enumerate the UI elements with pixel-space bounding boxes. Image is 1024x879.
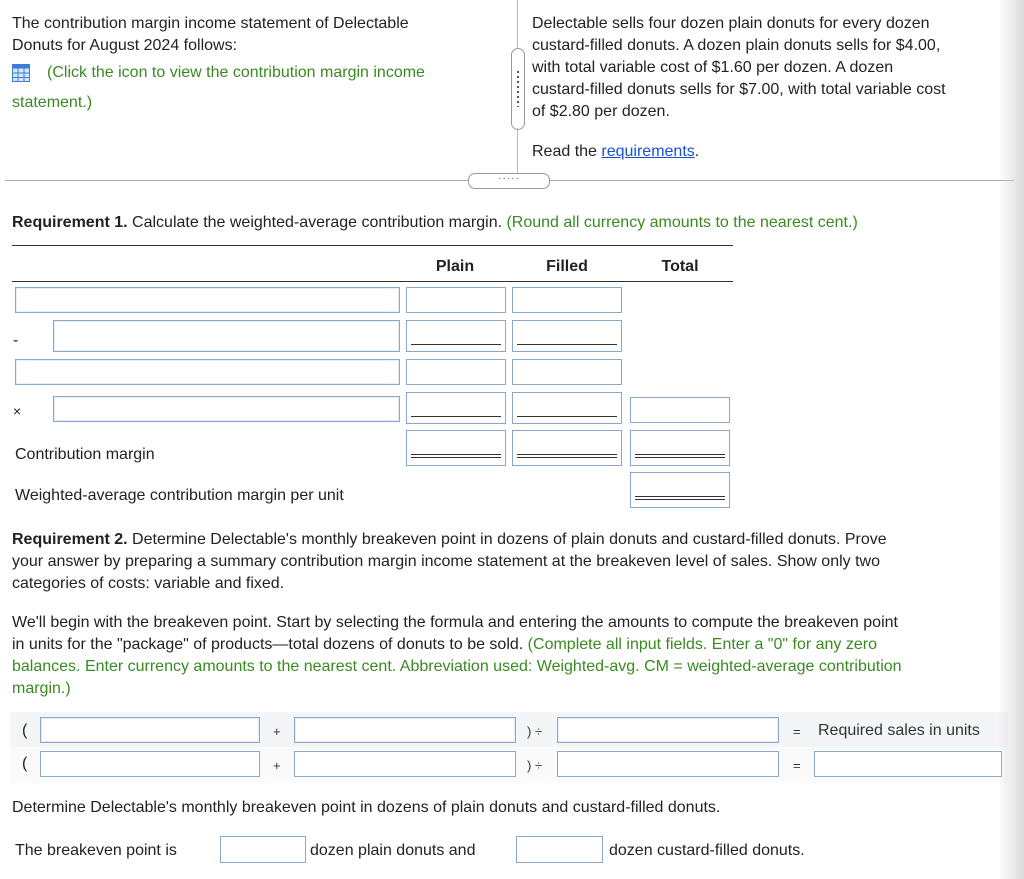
req2-hint-line-4: margin.) [12,680,71,697]
breakeven-prefix: The breakeven point is [15,842,177,859]
row4-plain-cell[interactable] [406,392,506,424]
req2-text-2: your answer by preparing a summary contribution margin income statement at the breakeven level of sales. Show only two [12,553,880,570]
row2-filled-cell[interactable] [512,320,622,352]
info-line-4: custard-filled donuts sells for $7.00, with total variable cost [532,81,946,98]
contribution-margin-label: Contribution margin [15,446,155,463]
formula2-input-3[interactable] [557,751,779,777]
required-sales-label: Required sales in units [818,722,980,739]
vertical-divider-bottom [517,128,518,174]
row4-filled-cell[interactable] [512,392,622,424]
header-filled: Filled [546,258,588,275]
req2-hint-line-2: (Complete all input fields. Enter a "0" for any zero [523,636,877,653]
req2-hint-line-3: balances. Enter currency amounts to the nearest cent. Abbreviation used: Weighted-avg. CM = weighted-average contribution [12,658,902,675]
read-prefix: Read the [532,143,602,160]
req1-hint: (Round all currency amounts to the nearest cent.) [502,214,858,231]
times-sign: × [13,403,22,419]
read-requirements [532,141,699,163]
req2-p2-line-2: in units for the "package" of products—total dozens of donuts to be sold. [12,636,524,653]
info-line-5: of $2.80 per dozen. [532,103,670,120]
required-sales-input[interactable] [814,751,1002,777]
cm-plain-cell[interactable] [406,430,506,466]
intro-line-2: Donuts for August 2024 follows: [12,37,238,54]
horizontal-splitter-handle[interactable]: ····· [468,173,550,189]
determine-text: Determine Delectable's monthly breakeven point in dozens of plain donuts and custard-filled donuts. [12,799,721,816]
formula2-equals: = [793,758,801,773]
info-line-3: with total variable cost of $1.60 per dozen. A dozen [532,59,894,76]
info-text [532,13,1012,123]
right-edge-shadow [998,0,1024,879]
row1-filled-input[interactable] [512,287,622,313]
req1-heading [12,212,1012,234]
table-top-rule [12,245,733,246]
req1-text: Calculate the weighted-average contribution margin. [127,214,503,231]
weighted-avg-cm-cell[interactable] [630,472,730,508]
formula2-open-paren: ( [22,755,28,772]
row2-label-select[interactable] [53,320,400,352]
formula2-input-1[interactable] [40,751,260,777]
intro-text [12,13,492,57]
breakeven-suffix: dozen custard-filled donuts. [609,842,805,859]
formula2-input-2[interactable] [294,751,516,777]
row3-filled-input[interactable] [512,359,622,385]
formula1-divide: ) ÷ [527,724,543,739]
table-icon[interactable] [12,64,30,82]
formula1-select-2[interactable] [294,717,516,743]
requirements-link[interactable]: requirements [601,143,695,160]
vertical-splitter-handle[interactable] [511,48,525,130]
req2-text-3: categories of costs: variable and fixed. [12,575,285,592]
minus-sign: - [13,332,19,349]
row1-plain-input[interactable] [406,287,506,313]
breakeven-mid: dozen plain donuts and [310,842,476,859]
breakeven-plain-input[interactable] [220,836,306,863]
view-statement-link[interactable]: (Click the icon to view the contribution margin income [47,64,425,81]
info-line-1: Delectable sells four dozen plain donuts for every dozen [532,15,930,32]
formula1-select-3[interactable] [557,717,779,743]
weighted-avg-cm-label: Weighted-average contribution margin per unit [15,487,344,504]
table-header-rule [12,281,733,282]
read-suffix: . [694,143,700,160]
row3-label-select[interactable] [15,359,400,385]
req2-text-1: Determine Delectable's monthly breakeven point in dozens of plain donuts and custard-filled donuts. Prove [127,531,887,548]
row4-total-input[interactable] [630,397,730,423]
formula1-select-1[interactable] [40,717,260,743]
req1-label: Requirement 1. [12,214,128,231]
req2-instructions [12,612,1012,700]
view-statement-link-cont[interactable]: statement.) [12,94,93,111]
cm-filled-cell[interactable] [512,430,622,466]
cm-total-cell[interactable] [630,430,730,466]
header-plain: Plain [435,258,475,275]
info-line-2: custard-filled donuts. A dozen plain donuts sells for $4.00, [532,37,941,54]
breakeven-filled-input[interactable] [516,836,603,863]
row3-plain-input[interactable] [406,359,506,385]
row4-label-select[interactable] [53,396,400,422]
header-total: Total [661,258,699,275]
formula1-plus: + [273,724,281,739]
req2-p2-line-1: We'll begin with the breakeven point. Start by selecting the formula and entering the amounts to compute the breakeven point [12,614,898,631]
intro-line-1: The contribution margin income statement of Delectable [12,15,409,32]
row1-label-select[interactable] [15,287,400,313]
formula2-plus: + [273,758,281,773]
req2-heading [12,529,1012,595]
formula1-equals: = [793,724,801,739]
row2-plain-cell[interactable] [406,320,506,352]
formula2-divide: ) ÷ [527,758,543,773]
formula1-open-paren: ( [22,722,28,739]
req2-label: Requirement 2. [12,531,128,548]
vertical-divider-top [517,0,518,48]
